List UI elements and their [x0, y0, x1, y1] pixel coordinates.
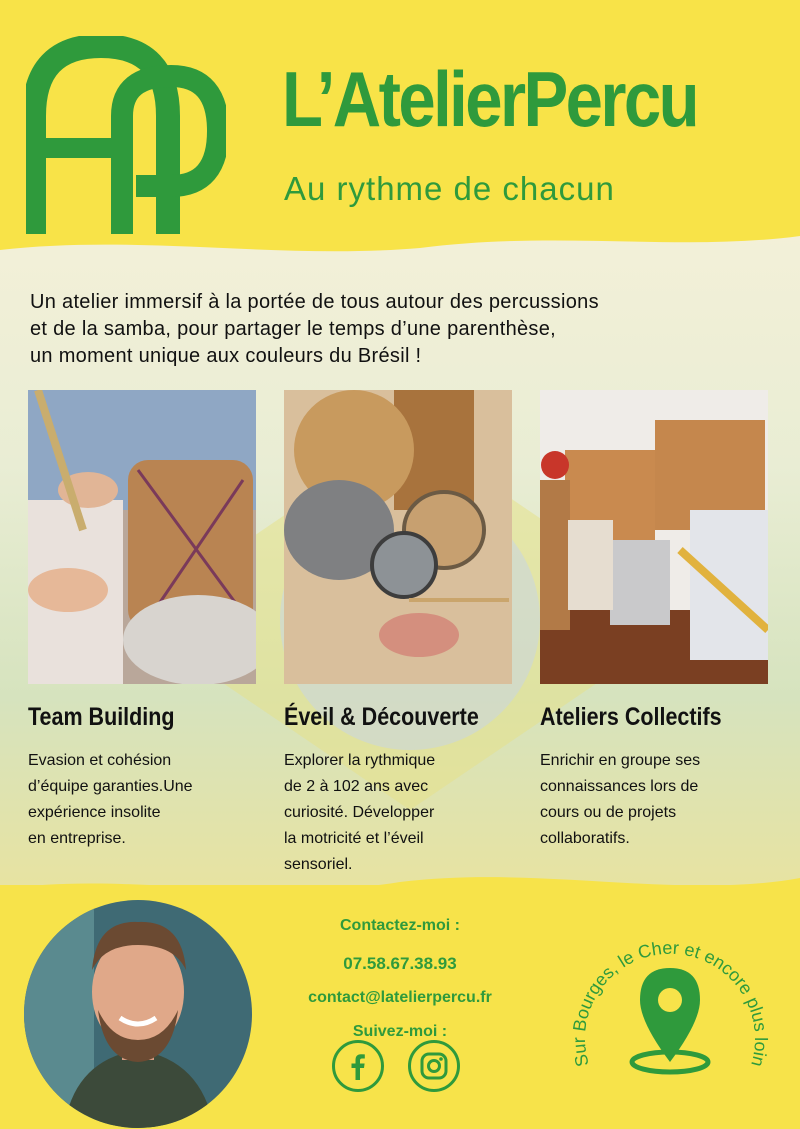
service-line: Explorer la rythmique — [284, 752, 436, 769]
portrait-photo — [24, 900, 252, 1128]
location-pin-icon — [632, 968, 708, 1072]
intro-line: et de la samba, pour partager le temps d’une parenthèse, — [30, 318, 557, 340]
instagram-button[interactable] — [408, 1040, 460, 1092]
brand-title: L’AtelierPercu — [282, 55, 698, 143]
location-badge — [560, 912, 780, 1112]
service-line: Enrichir en groupe ses — [540, 752, 701, 769]
intro-line: Un atelier immersif à la portée de tous autour des percussions — [30, 291, 599, 313]
service-line: la motricité et l’éveil — [284, 830, 424, 847]
facebook-button[interactable] — [332, 1040, 384, 1092]
service-description-eveil-decouverte — [284, 748, 514, 878]
instagram-icon — [419, 1051, 449, 1081]
ateliers-collectifs-photo — [540, 390, 768, 684]
service-line: collaboratifs. — [540, 830, 630, 847]
service-description-team-building — [28, 748, 258, 852]
service-title-ateliers-collectifs: Ateliers Collectifs — [540, 703, 722, 731]
ap-logo-icon — [26, 36, 226, 236]
intro-line: un moment unique aux couleurs du Brésil ! — [30, 345, 422, 367]
service-title-eveil-decouverte: Éveil & Découverte — [284, 703, 479, 731]
service-line: de 2 à 102 ans avec — [284, 778, 429, 795]
intro-text — [30, 289, 780, 370]
location-badge-text: Sur Bourges, le Cher et encore plus loin — [568, 937, 772, 1069]
service-line: Evasion et cohésion — [28, 752, 172, 769]
eveil-decouverte-photo — [284, 390, 512, 684]
service-line: curiosité. Développer — [284, 804, 435, 821]
facebook-icon — [343, 1051, 373, 1081]
follow-heading: Suivez-moi : — [352, 1023, 448, 1040]
phone-number[interactable]: 07.58.67.38.93 — [343, 954, 457, 973]
service-title-team-building: Team Building — [28, 703, 175, 731]
contact-block — [270, 914, 530, 1044]
email-link[interactable]: contact@latelierpercu.fr — [308, 989, 492, 1006]
service-line: sensoriel. — [284, 856, 353, 873]
service-line: connaissances lors de — [540, 778, 699, 795]
service-description-ateliers-collectifs — [540, 748, 770, 852]
service-line: en entreprise. — [28, 830, 126, 847]
contact-heading: Contactez-moi : — [340, 917, 460, 934]
service-line: d’équipe garanties.Une — [28, 778, 193, 795]
brand-tagline: Au rythme de chacun — [284, 170, 615, 207]
service-line: cours ou de projets — [540, 804, 677, 821]
team-building-photo — [28, 390, 256, 684]
service-line: expérience insolite — [28, 804, 161, 821]
